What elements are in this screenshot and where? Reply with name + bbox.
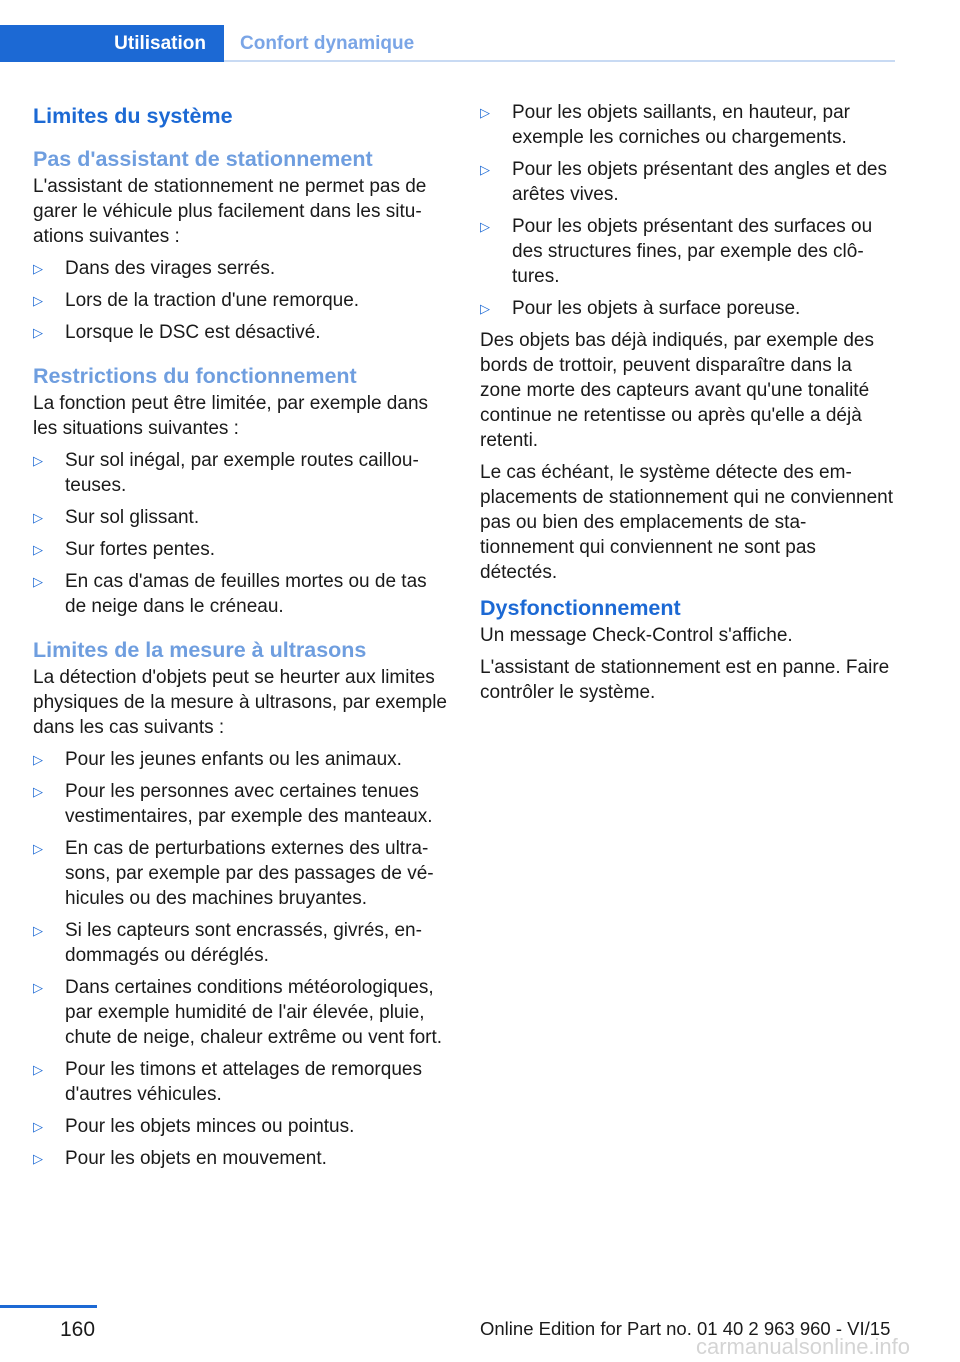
list-item-text: Pour les objets saillants, en hauteur, par exemple les corniches ou chargements.: [512, 102, 850, 148]
bullet-list: [33, 747, 450, 1171]
list-item: [33, 747, 450, 772]
list-item-text: Lors de la traction d'une remorque.: [65, 290, 360, 311]
list-item: [33, 1057, 450, 1107]
list-item-text: Pour les jeunes enfants ou les animaux.: [65, 749, 402, 770]
section-title: Limites du système: [33, 104, 233, 128]
list-item: [33, 975, 450, 1050]
list-item: [480, 214, 894, 289]
list-item: [33, 320, 450, 345]
bullet-triangle-icon: ▷: [33, 1151, 43, 1166]
section-restrictions: [33, 363, 450, 619]
subheading: Limites de la mesure à ultrasons: [33, 638, 367, 662]
list-item: [33, 256, 450, 281]
list-item: [33, 448, 450, 498]
list-item-text: Sur fortes pentes.: [65, 539, 215, 560]
bullet-triangle-icon: ▷: [33, 1119, 43, 1134]
list-item-text: Pour les objets présentant des angles et des arêtes vives.: [512, 159, 887, 205]
list-item: [33, 1146, 450, 1171]
bullet-triangle-icon: ▷: [33, 574, 43, 589]
bullet-triangle-icon: ▷: [33, 510, 43, 525]
list-item: [480, 100, 894, 150]
list-item: [33, 836, 450, 911]
list-item-text: Sur sol inégal, par exemple routes caillouteuses.: [65, 450, 419, 496]
list-item-text: Pour les timons et attelages de remorques d'autres véhicules.: [65, 1059, 422, 1105]
bullet-triangle-icon: ▷: [33, 752, 43, 767]
list-item-text: Pour les objets à surface poreuse.: [512, 298, 801, 319]
list-item-text: En cas d'amas de feuilles mortes ou de tas de neige dans le créneau.: [65, 571, 427, 617]
list-item: [480, 157, 894, 207]
list-item: [33, 779, 450, 829]
paragraph: L'assistant de stationnement ne permet pas de garer le véhicule plus facilement dans les situations suivantes :: [33, 176, 427, 247]
list-item-text: En cas de perturbations externes des ultrasons, par exemple par des passages de véhicules ou des machines bruyantes.: [65, 838, 434, 909]
list-item-text: Sur sol glissant.: [65, 507, 200, 528]
bullet-triangle-icon: ▷: [33, 453, 43, 468]
footer-rule: [0, 1305, 97, 1308]
paragraph: La détection d'objets peut se heurter aux limites physiques de la mesure à ultrasons, par exemple dans les cas suivants :: [33, 667, 448, 738]
list-item: [33, 918, 450, 968]
bullet-triangle-icon: ▷: [33, 841, 43, 856]
bullet-triangle-icon: ▷: [33, 542, 43, 557]
paragraph: Des objets bas déjà indiqués, par exemple des bords de trottoir, peuvent disparaître dans la zone morte des capteurs avant qu'une tonalité continue ne retentisse ou après qu'elle a déjà retenti.: [480, 330, 874, 451]
list-item-text: Pour les objets en mouvement.: [65, 1148, 327, 1169]
list-item: [480, 296, 894, 321]
tab-utilisation[interactable]: Utilisation: [0, 25, 224, 62]
bullet-triangle-icon: ▷: [33, 784, 43, 799]
section-no-parking-assistant: [33, 146, 450, 345]
bullet-triangle-icon: ▷: [480, 219, 490, 234]
list-item-text: Pour les personnes avec certaines tenues vestimentaires, par exemple des manteaux.: [65, 781, 433, 827]
left-column: [33, 100, 450, 1178]
bullet-triangle-icon: ▷: [33, 923, 43, 938]
right-column: [480, 100, 894, 712]
bullet-list: [33, 256, 450, 345]
bullet-triangle-icon: ▷: [33, 1062, 43, 1077]
tab-confort-dynamique[interactable]: Confort dynamique: [240, 32, 415, 54]
bullet-list: [33, 448, 450, 619]
list-item: [33, 537, 450, 562]
list-item-text: Lorsque le DSC est désactivé.: [65, 322, 321, 343]
subheading: Restrictions du fonctionnement: [33, 364, 357, 388]
bullet-triangle-icon: ▷: [480, 301, 490, 316]
bullet-triangle-icon: ▷: [480, 162, 490, 177]
list-item: [33, 288, 450, 313]
paragraph: Un message Check-Control s'affiche.: [480, 625, 793, 646]
list-item-text: Pour les objets présentant des surfaces ou des structures fines, par exemple des clôtures.: [512, 216, 873, 287]
list-item-text: Dans certaines conditions météorologiques, par exemple humidité de l'air élevée, pluie, chute de neige, chaleur extrême ou vent fort.: [65, 977, 443, 1048]
header-bar: [0, 25, 895, 62]
bullet-triangle-icon: ▷: [33, 261, 43, 276]
bullet-triangle-icon: ▷: [33, 325, 43, 340]
malfunction-heading: Dysfonctionnement: [480, 596, 681, 620]
watermark: carmanualsonline.info: [696, 1334, 911, 1359]
list-item-text: Dans des virages serrés.: [65, 258, 276, 279]
page-number: 160: [60, 1318, 96, 1341]
header-divider: [224, 60, 895, 62]
list-item-text: Pour les objets minces ou pointus.: [65, 1116, 355, 1137]
bullet-triangle-icon: ▷: [33, 980, 43, 995]
edition-note: Online Edition for Part no. 01 40 2 963 960 - VI/15: [480, 1318, 891, 1339]
list-item-text: Si les capteurs sont encrassés, givrés, endommagés ou déréglés.: [65, 920, 422, 966]
paragraph: L'assistant de stationnement est en panne. Faire contrôler le système.: [480, 657, 890, 703]
list-item: [33, 505, 450, 530]
paragraph: Le cas échéant, le système détecte des emplacements de stationnement qui ne conviennent pas ou bien des emplacements de stationnement qui conviennent ne sont pas détectés.: [480, 462, 893, 583]
list-item: [33, 1114, 450, 1139]
bullet-list: [480, 100, 894, 321]
section-ultrasound-limits: [33, 637, 450, 1171]
list-item: [33, 569, 450, 619]
paragraph: La fonction peut être limitée, par exemple dans les situations suivantes :: [33, 393, 429, 439]
subheading: Pas d'assistant de stationnement: [33, 147, 373, 171]
bullet-triangle-icon: ▷: [480, 105, 490, 120]
bullet-triangle-icon: ▷: [33, 293, 43, 308]
